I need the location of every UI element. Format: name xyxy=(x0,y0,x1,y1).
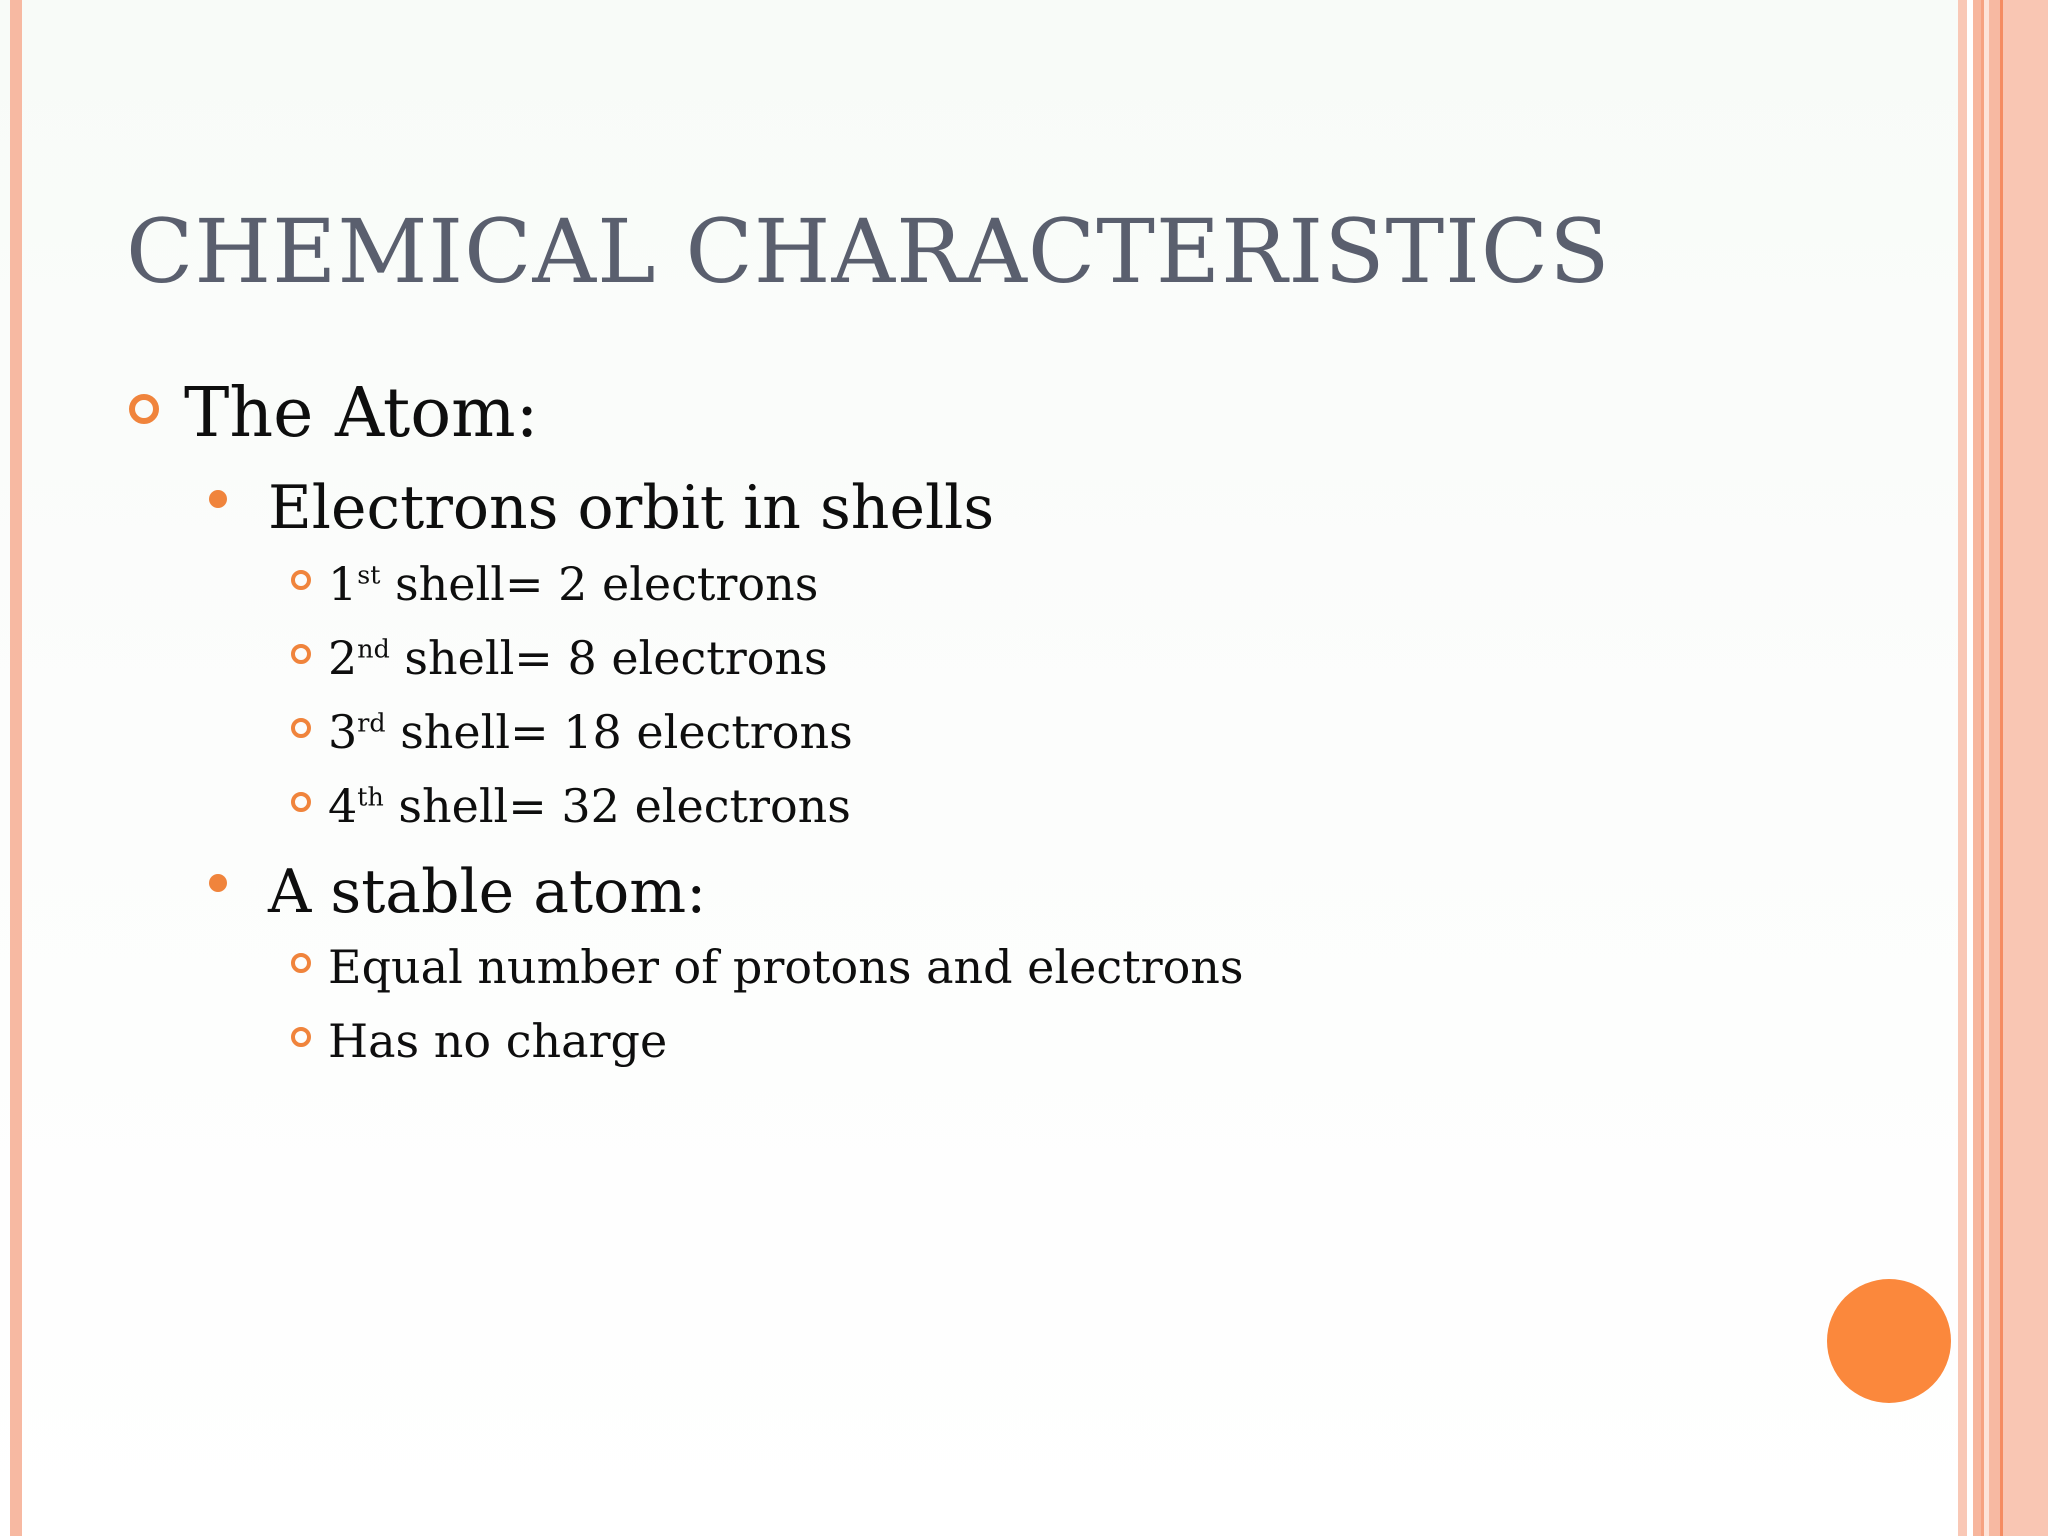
shell-text: shell= 8 electrons xyxy=(389,631,828,685)
bullet-electrons-orbit: Electrons orbit in shells xyxy=(268,473,995,543)
right-border-stripe xyxy=(1958,0,1967,1536)
shell-number: 3 xyxy=(328,705,358,759)
right-border-stripe xyxy=(2003,0,2048,1536)
small-ring-bullet-icon xyxy=(291,1027,311,1047)
stable-atom-item: Equal number of protons and electrons xyxy=(328,940,1244,994)
small-ring-bullet-icon xyxy=(291,953,311,973)
decorative-orange-circle xyxy=(1827,1279,1951,1403)
small-ring-bullet-icon xyxy=(291,644,311,664)
small-ring-bullet-icon xyxy=(291,570,311,590)
small-ring-bullet-icon xyxy=(291,792,311,812)
shell-item xyxy=(328,705,853,759)
ordinal-suffix: th xyxy=(357,782,384,812)
left-border-stripe xyxy=(10,0,22,1536)
ordinal-suffix: nd xyxy=(357,634,390,664)
right-border-stripe xyxy=(1973,0,1981,1536)
shell-text: shell= 32 electrons xyxy=(383,779,851,833)
shell-item xyxy=(328,779,851,833)
shell-number: 4 xyxy=(328,779,358,833)
shell-number: 2 xyxy=(328,631,358,685)
dot-bullet-icon xyxy=(209,490,227,508)
bullet-stable-atom: A stable atom: xyxy=(268,857,707,927)
right-border-stripe xyxy=(1989,0,2000,1536)
stable-atom-item: Has no charge xyxy=(328,1014,668,1068)
slide-title: CHEMICAL CHARACTERISTICS xyxy=(126,200,1611,303)
shell-text: shell= 18 electrons xyxy=(385,705,853,759)
ring-bullet-icon xyxy=(129,394,159,424)
bullet-the-atom: The Atom: xyxy=(184,374,539,453)
shell-number: 1 xyxy=(328,557,358,611)
small-ring-bullet-icon xyxy=(291,718,311,738)
ordinal-suffix: rd xyxy=(357,708,386,738)
shell-text: shell= 2 electrons xyxy=(380,557,819,611)
shell-item xyxy=(328,557,819,611)
ordinal-suffix: st xyxy=(357,560,381,590)
dot-bullet-icon xyxy=(209,874,227,892)
shell-item xyxy=(328,631,828,685)
